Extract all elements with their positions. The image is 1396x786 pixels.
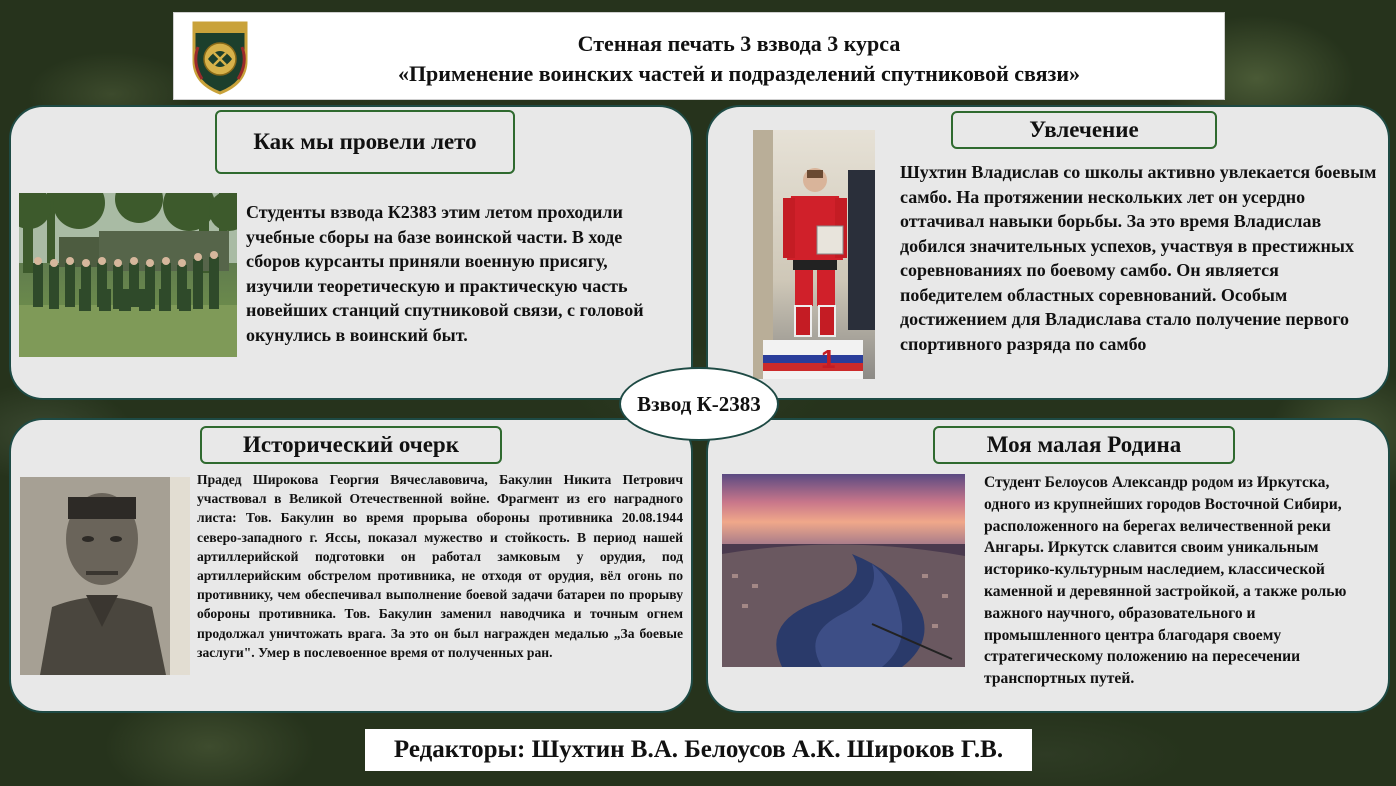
homeland-photo-scene: [722, 474, 965, 667]
header-banner: [173, 12, 1225, 100]
homeland-text: Студент Белоусов Александр родом из Иркутска, одного из крупнейших городов Восточной Сибири, расположенного на берегах величественной реки Ангары. Иркутск славится своим уникальным историко-культурным наследием, классической каменной и деревянной застройкой, а также ролью важного научного, образовательного и промышленного центра благодаря своему стратегическому положению на пересечении транспортных путей.: [984, 474, 1347, 688]
summer-group-photo: [19, 193, 237, 357]
history-photo-scene: [20, 477, 190, 675]
summer-photo-scene: [19, 193, 237, 357]
editors-footer: [365, 729, 1032, 771]
summer-heading: Как мы провели лето: [215, 110, 515, 174]
hobby-sambo-photo: [753, 130, 875, 379]
platoon-label: Взвод К-2383: [637, 391, 761, 416]
history-portrait-photo: [20, 477, 190, 675]
hobby-heading: Увлечение: [951, 111, 1217, 149]
title-line-2: «Применение воинских частей и подразделений спутниковой связи»: [397, 61, 1081, 86]
history-text: Прадед Широкова Георгия Вячеславовича, Бакулин Никита Петрович участвовал в Великой Отечественной войне. Фрагмент из его наградного листа: Тов. Бакулин во время прорыва обороны противника 20.08.1944 северо-западного г. Яссы, показал мужество и стойкость. В период нашей артиллерийской подготовки он работал замковым у орудия, под артиллерийским обстрелом противника, не отходя от орудия, вёл огонь по противнику, чем обеспечивал выполнение боевой задачи батареи по прорыву обороны противника. Тов. Бакулин заменил наводчика и точным огнем продолжал уничтожать врага. За это он был награжден медалью „За боевые заслуги". Умер в послевоенное время от полученных ран.: [197, 472, 683, 660]
military-emblem-icon: [188, 17, 252, 97]
history-heading: Исторический очерк: [200, 426, 502, 464]
page-title: [274, 29, 1204, 89]
title-line-1: Стенная печать 3 взвода 3 курса: [577, 31, 901, 56]
hobby-text: Шухтин Владислав со школы активно увлекается боевым самбо. На протяжении нескольких лет он усердно оттачивал навыки борьбы. За это время Владислав добился значительных успехов, участвуя в престижных соревнованиях по боевому самбо. Он является победителем областных соревнований. Особым достижением для Владислава стало получение первого спортивного разряда по самбо: [900, 162, 1377, 354]
podium-number: 1: [821, 344, 836, 374]
summer-text: Студенты взвода К2383 этим летом проходили учебные сборы на базе воинской части. В ходе сборов курсанты приняли военную присягу, изучили теоретическую и практическую часть новейших станций спутниковой связи, с головой окунулись в воинский быт.: [246, 202, 644, 345]
hobby-photo-scene: [753, 130, 875, 379]
homeland-city-photo: [722, 474, 965, 667]
homeland-heading: Моя малая Родина: [933, 426, 1235, 464]
editors-text: Редакторы: Шухтин В.А. Белоусов А.К. Широков Г.В.: [393, 736, 1004, 763]
platoon-badge: [619, 367, 779, 441]
